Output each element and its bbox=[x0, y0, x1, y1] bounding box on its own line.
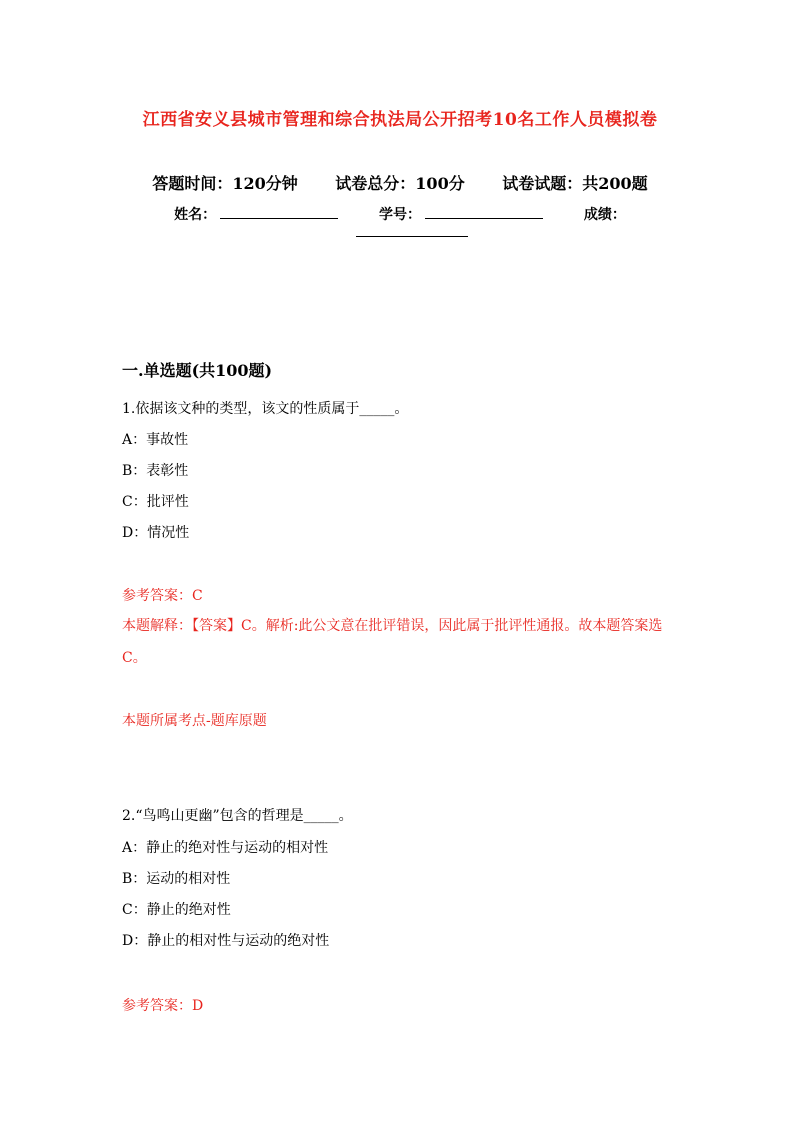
student-id-label: 学号： bbox=[379, 207, 421, 223]
question-2-option-d[interactable]: D：静止的相对性与运动的绝对性 bbox=[122, 933, 330, 949]
student-id-blank[interactable] bbox=[425, 206, 543, 219]
student-info bbox=[0, 204, 800, 224]
student-id-field[interactable] bbox=[379, 207, 548, 223]
question-2-option-b[interactable]: B：运动的相对性 bbox=[122, 871, 231, 887]
question-2-answer: 参考答案：D bbox=[122, 998, 204, 1014]
question-1-explanation: 本题解释：【答案】C。解析:此公文意在批评错误，因此属于批评性通报。故本题答案选C。 bbox=[122, 618, 663, 666]
question-2-stem: 2.“鸟鸣山更幽”包含的哲理是_____。 bbox=[122, 808, 353, 824]
question-2-option-c[interactable]: C：静止的绝对性 bbox=[122, 902, 231, 918]
score-field bbox=[584, 207, 626, 223]
exam-meta bbox=[0, 171, 800, 194]
question-1-option-d[interactable]: D：情况性 bbox=[122, 525, 190, 541]
question-1-option-a[interactable]: A：事故性 bbox=[122, 432, 189, 448]
exam-title: 江西省安义县城市管理和综合执法局公开招考10名工作人员模拟卷 bbox=[142, 110, 658, 130]
score-label: 成绩： bbox=[583, 207, 626, 223]
question-2-option-a[interactable]: A：静止的绝对性与运动的相对性 bbox=[122, 840, 329, 856]
question-1-source: 本题所属考点-题库原题 bbox=[122, 713, 267, 729]
name-label: 姓名： bbox=[174, 207, 217, 223]
question-1-option-c[interactable]: C：批评性 bbox=[122, 494, 189, 510]
question-1-option-b[interactable]: B：表彰性 bbox=[122, 463, 189, 479]
section-title: 一.单选题(共100题) bbox=[122, 361, 273, 380]
score-blank[interactable] bbox=[356, 236, 468, 237]
exam-total-score: 试卷总分：100分 bbox=[335, 174, 465, 193]
exam-question-count: 试卷试题：共200题 bbox=[502, 174, 648, 193]
name-field[interactable] bbox=[174, 207, 343, 223]
exam-time: 答题时间：120分钟 bbox=[152, 174, 298, 193]
question-1-stem: 1.依据该文种的类型，该文的性质属于_____。 bbox=[122, 401, 409, 417]
question-1-answer: 参考答案：C bbox=[122, 588, 203, 604]
name-blank[interactable] bbox=[220, 206, 338, 219]
